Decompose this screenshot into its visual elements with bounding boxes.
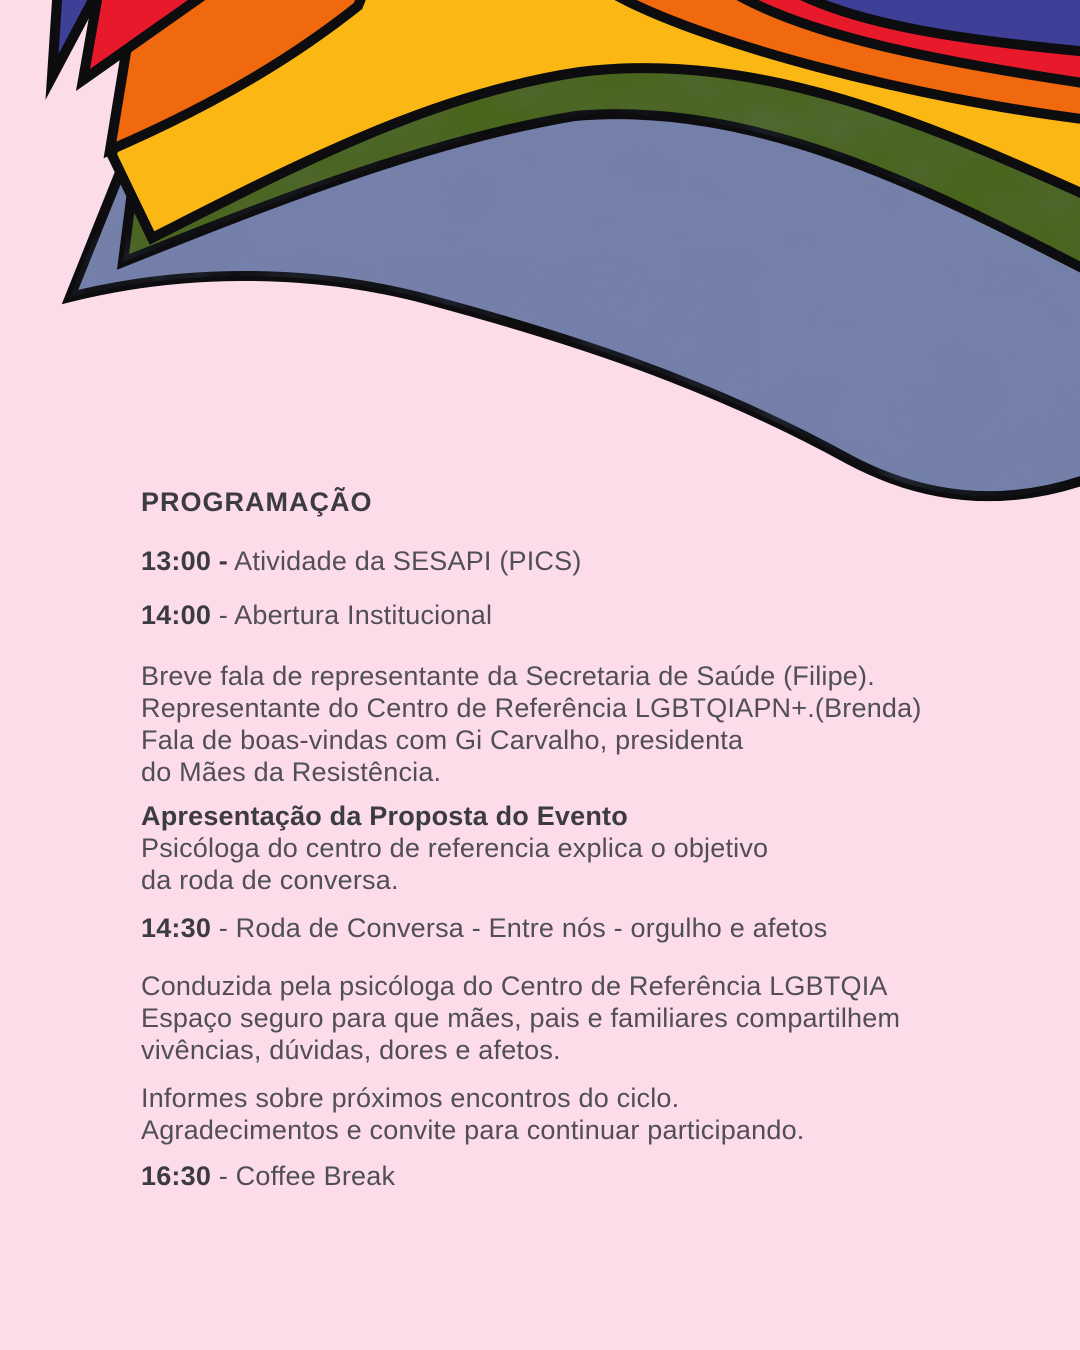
schedule-item-1630	[141, 1160, 1051, 1192]
paragraph-line: Breve fala de representante da Secretaria de Saúde (Filipe).	[141, 661, 875, 691]
paragraph-line: Informes sobre próximos encontros do ciclo.	[141, 1083, 680, 1113]
item-text-1430: - Roda de Conversa - Entre nós - orgulho e afetos	[211, 913, 828, 943]
conversation-paragraph	[141, 970, 1051, 1066]
closing-paragraph	[141, 1082, 1051, 1146]
item-text-1400: - Abertura Institucional	[211, 600, 493, 630]
time-label-1400: 14:00	[141, 600, 212, 630]
paragraph-line: Fala de boas-vindas com Gi Carvalho, presidenta	[141, 725, 744, 755]
paragraph-line: Representante do Centro de Referência LGBTQIAPN+.(Brenda)	[141, 693, 922, 723]
paragraph-line: do Mães da Resistência.	[141, 757, 442, 787]
time-label-1630: 16:30	[141, 1161, 212, 1191]
paragraph-line: vivências, dúvidas, dores e afetos.	[141, 1035, 561, 1065]
paragraph-line: Psicóloga do centro de referencia explica o objetivo	[141, 833, 769, 863]
paragraph-line: Agradecimentos e convite para continuar participando.	[141, 1115, 805, 1145]
item-text-1630: - Coffee Break	[211, 1161, 396, 1191]
time-label-1300: 13:00 -	[141, 546, 228, 576]
proposal-subheading: Apresentação da Proposta do Evento	[141, 801, 628, 831]
paragraph-line: da roda de conversa.	[141, 865, 399, 895]
schedule-item-1430	[141, 912, 1051, 944]
item-text-1300: Atividade da SESAPI (PICS)	[227, 546, 582, 576]
schedule-item-1300	[141, 545, 1051, 577]
paragraph-line: Conduzida pela psicóloga do Centro de Referência LGBTQIA	[141, 971, 888, 1001]
program-title: PROGRAMAÇÃO	[141, 487, 373, 517]
opening-paragraph	[141, 660, 1051, 788]
proposal-paragraph	[141, 800, 1051, 896]
time-label-1430: 14:30	[141, 913, 212, 943]
paragraph-line: Espaço seguro para que mães, pais e familiares compartilhem	[141, 1003, 901, 1033]
schedule-item-1400	[141, 599, 1051, 631]
